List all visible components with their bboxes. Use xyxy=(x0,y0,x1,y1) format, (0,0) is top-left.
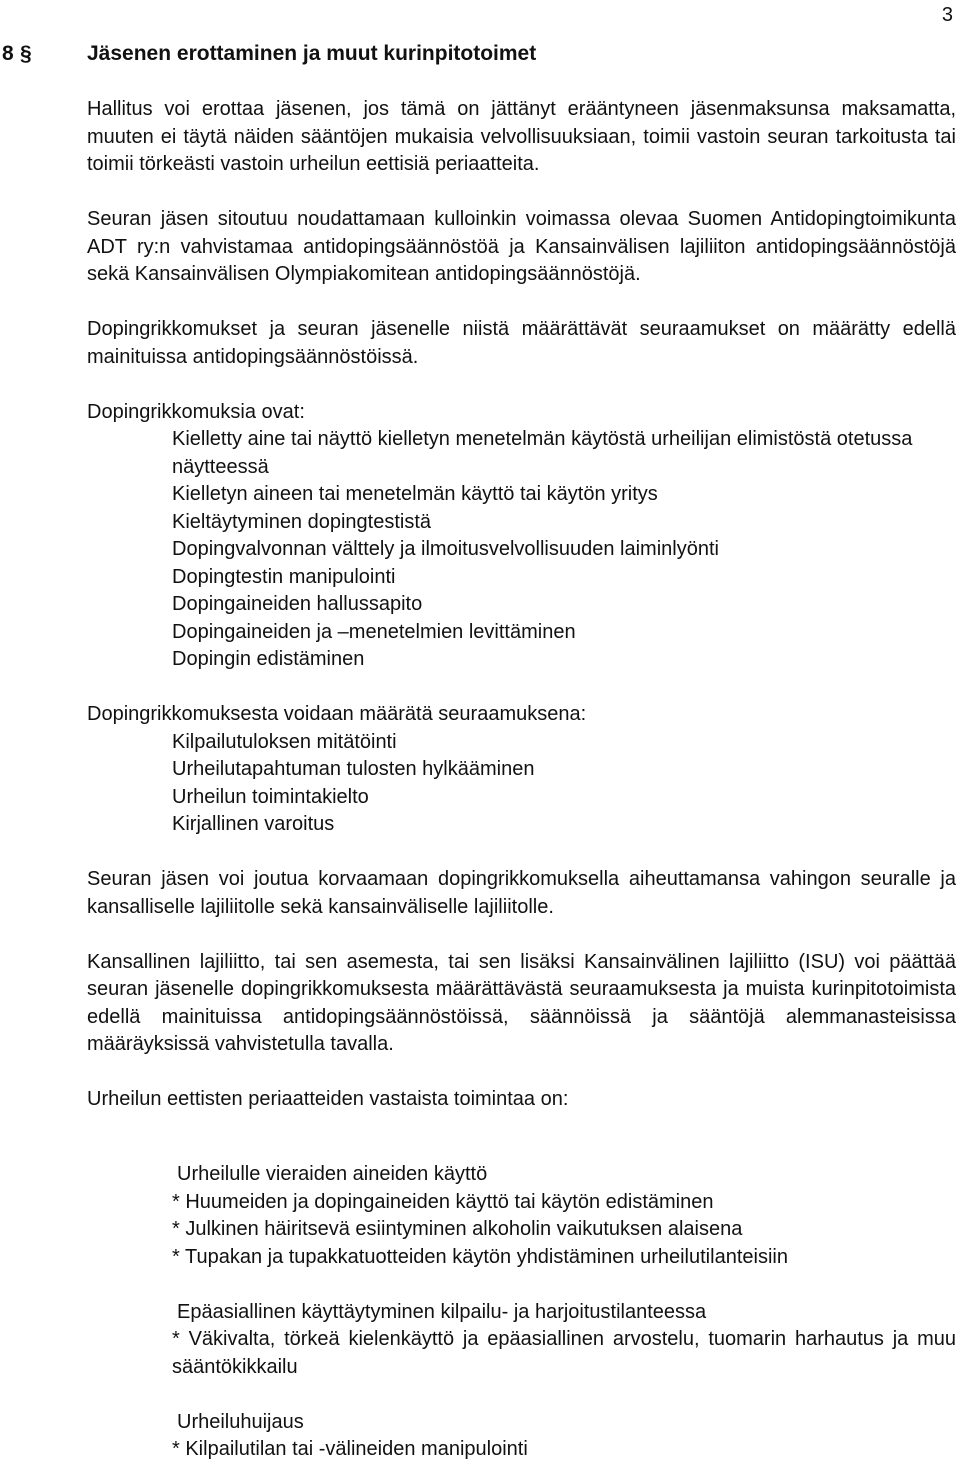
list-item: Kielletty aine tai näyttö kielletyn menetelmän käytöstä urheilijan elimistöstä otetussa näytteessä xyxy=(172,428,913,478)
list-item: Kielletyn aineen tai menetelmän käyttö tai käytön yritys xyxy=(172,483,658,505)
paragraph-compensation: Seuran jäsen voi joutua korvaamaan dopingrikkomuksella aiheuttamansa vahingon seuralle ja kansalliselle lajiliitolle sekä kansainväliselle lajiliitolle. xyxy=(87,868,956,918)
ethics-group xyxy=(87,1161,956,1271)
section-symbol: § xyxy=(20,42,32,65)
ethics-group-title: Epäasiallinen käyttäytyminen kilpailu- ja harjoitustilanteessa xyxy=(177,1300,707,1323)
list-item: Urheilutapahtuman tulosten hylkääminen xyxy=(172,758,535,780)
list-item: Kilpailutuloksen mitätöinti xyxy=(172,730,397,753)
list-item: * Kilpailutilan tai -välineiden manipulointi xyxy=(172,1438,528,1460)
sanctions-intro: Dopingrikkomuksesta voidaan määrätä seuraamuksena: xyxy=(87,703,587,725)
list-item: Kirjallinen varoitus xyxy=(172,813,335,835)
paragraph-doping-sanctions: Dopingrikkomukset ja seuran jäsenelle niistä määrättävät seuraamukset on määrätty edellä mainituissa antidopingsäännöstöissä. xyxy=(87,318,956,368)
list-item: Urheilun toimintakielto xyxy=(172,785,369,808)
list-item: Kieltäytyminen dopingtestistä xyxy=(172,510,432,533)
section-number: 8 xyxy=(2,42,14,65)
ethics-intro: Urheilun eettisten periaatteiden vastaista toimintaa on: xyxy=(87,1088,569,1110)
ethics-group xyxy=(87,1299,956,1382)
document-body xyxy=(87,96,956,1464)
ethics-group-title: Urheiluhuijaus xyxy=(177,1410,304,1433)
list-item: * Tupakan ja tupakkatuotteiden käytön yhdistäminen urheilutilanteisiin xyxy=(172,1245,788,1268)
paragraph-federation-decision: Kansallinen lajiliitto, tai sen asemesta, tai sen lisäksi Kansainvälinen lajiliitto (ISU) voi päättää seuran jäsenelle dopingrikkomuksesta määrättävästä seuraamuksesta ja muista kurinpitotoimista edellä mainituissa antidopingsäännöstöissä, säännöissä ja sääntöjä alemmanasteisissa määräyksissä vahvistetulla tavalla. xyxy=(87,950,956,1055)
page-number: 3 xyxy=(941,4,953,26)
list-item: Dopingin edistäminen xyxy=(172,648,365,670)
list-item: Dopingaineiden hallussapito xyxy=(172,593,423,615)
paragraph-expulsion: Hallitus voi erottaa jäsenen, jos tämä on jättänyt erääntyneen jäsenmaksunsa maksamatta, muuten ei täytä näiden sääntöjen mukaisia velvollisuuksiaan, toimii vastoin seuran tarkoitusta tai toimii törkeästi vastoin urheilun eettisiä periaatteita. xyxy=(87,98,956,175)
list-item: Dopingaineiden ja –menetelmien levittäminen xyxy=(172,620,576,643)
paragraph-antidoping-commitment: Seuran jäsen sitoutuu noudattamaan kulloinkin voimassa olevaa Suomen Antidopingtoimikunta ADT ry:n vahvistamaa antidopingsäännöstöä ja Kansainvälisen lajiliiton antidopingsäännöstöjä sekä Kansainvälisen Olympiakomitean antidopingsäännöstöjä. xyxy=(87,208,956,285)
violations-intro: Dopingrikkomuksia ovat: xyxy=(87,400,305,423)
section-title: Jäsenen erottaminen ja muut kurinpitotoimet xyxy=(87,42,537,65)
list-item: Dopingvalvonnan välttely ja ilmoitusvelvollisuuden laiminlyönti xyxy=(172,538,719,560)
list-item: * Huumeiden ja dopingaineiden käyttö tai käytön edistäminen xyxy=(172,1190,714,1213)
ethics-group-title: Urheilulle vieraiden aineiden käyttö xyxy=(177,1163,488,1185)
list-item: Dopingtestin manipulointi xyxy=(172,565,396,588)
sanctions-list xyxy=(87,729,956,839)
list-item: * Julkinen häiritsevä esiintyminen alkoholin vaikutuksen alaisena xyxy=(172,1218,743,1240)
list-item: * Väkivalta, törkeä kielenkäyttö ja epäasiallinen arvostelu, tuomarin harhautus ja muu sääntökikkailu xyxy=(172,1328,956,1378)
ethics-group xyxy=(87,1409,956,1464)
violations-list xyxy=(87,426,956,674)
